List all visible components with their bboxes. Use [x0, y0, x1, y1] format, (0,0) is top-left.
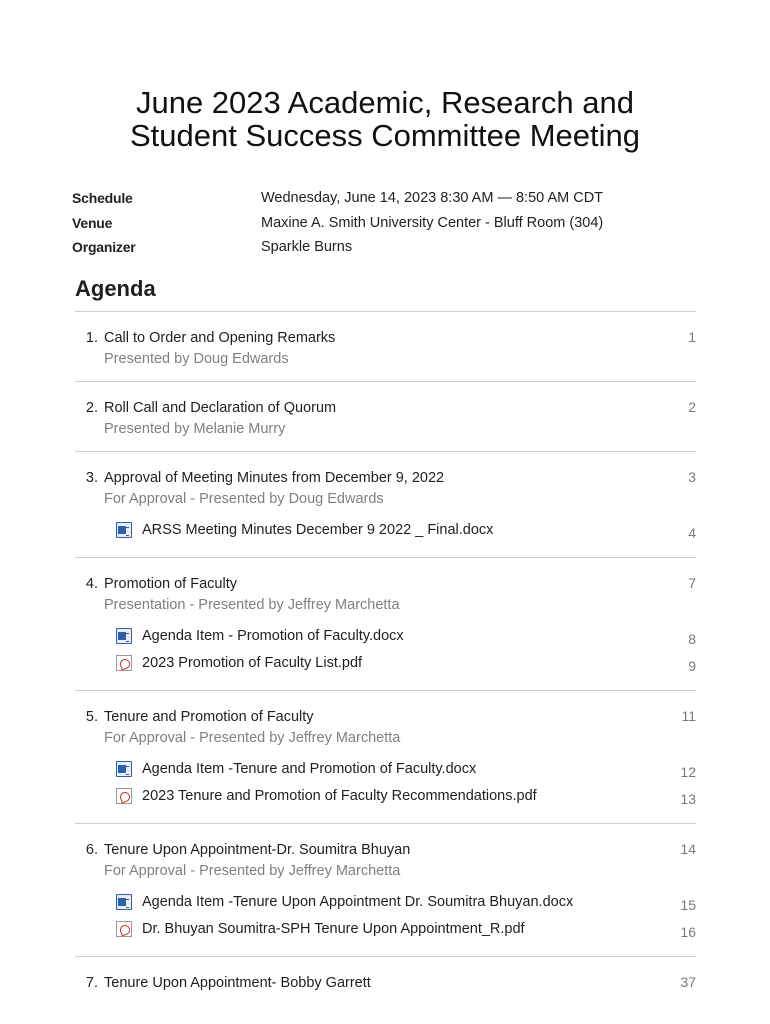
- attachment-item[interactable]: [75, 782, 696, 809]
- attachment-page-number[interactable]: 9: [688, 657, 696, 674]
- agenda-item-number: 3.: [85, 470, 98, 486]
- agenda-item-header: [75, 708, 696, 725]
- agenda-item-header: [75, 575, 696, 592]
- agenda-item-presenter: For Approval - Presented by Doug Edwards: [104, 491, 384, 507]
- pdf-file-icon: [116, 655, 132, 671]
- page-title: [0, 86, 770, 152]
- agenda-item-page-number[interactable]: 14: [680, 841, 696, 857]
- agenda-item: [75, 451, 696, 557]
- attachment-link[interactable]: 2023 Promotion of Faculty List.pdf: [142, 654, 363, 671]
- schedule-value: Wednesday, June 14, 2023 8:30 AM — 8:50 AM CDT: [261, 190, 604, 207]
- attachment-link[interactable]: Agenda Item - Promotion of Faculty.docx: [142, 627, 404, 644]
- agenda-item-page-number[interactable]: 1: [688, 329, 696, 345]
- agenda-item: [75, 381, 696, 451]
- attachment-page-number[interactable]: 15: [680, 896, 696, 913]
- agenda-item: [75, 956, 696, 1005]
- agenda-item: [75, 557, 696, 690]
- attachment-list: [75, 755, 696, 809]
- attachment-item[interactable]: [75, 888, 696, 915]
- agenda-item-header: [75, 329, 696, 346]
- agenda-item-header: [75, 469, 696, 486]
- agenda-item-header: [75, 841, 696, 858]
- agenda-item-title[interactable]: Call to Order and Opening Remarks: [104, 330, 336, 346]
- attachment-page-number[interactable]: 12: [680, 763, 696, 780]
- schedule-label: Schedule: [72, 190, 133, 207]
- doc-file-icon: [116, 761, 132, 777]
- attachment-item[interactable]: [75, 622, 696, 649]
- agenda-item-presenter: Presentation - Presented by Jeffrey Marchetta: [104, 597, 400, 613]
- doc-file-icon: [116, 628, 132, 644]
- agenda-item-title[interactable]: Tenure and Promotion of Faculty: [104, 709, 314, 725]
- agenda-item-number: 5.: [85, 709, 98, 725]
- agenda-item: [75, 823, 696, 956]
- attachment-list: [75, 888, 696, 942]
- agenda-item-page-number[interactable]: 7: [688, 575, 696, 591]
- agenda-item-header: [75, 399, 696, 416]
- attachment-list: [75, 516, 696, 543]
- attachment-item[interactable]: [75, 516, 696, 543]
- attachment-link[interactable]: ARSS Meeting Minutes December 9 2022 _ Final.docx: [142, 521, 494, 538]
- agenda-item-number: 2.: [85, 400, 98, 416]
- organizer-label: Organizer: [72, 239, 136, 256]
- attachment-item[interactable]: [75, 755, 696, 782]
- agenda-item-presenter: Presented by Doug Edwards: [104, 351, 289, 367]
- agenda-item-page-number[interactable]: 37: [680, 974, 696, 990]
- doc-file-icon: [116, 522, 132, 538]
- venue-row: [72, 211, 712, 236]
- attachment-item[interactable]: [75, 915, 696, 942]
- agenda-item-number: 1.: [85, 330, 98, 346]
- pdf-file-icon: [116, 788, 132, 804]
- attachment-link[interactable]: Dr. Bhuyan Soumitra-SPH Tenure Upon Appointment_R.pdf: [142, 920, 525, 937]
- attachment-page-number[interactable]: 13: [680, 790, 696, 807]
- agenda-heading: Agenda: [75, 276, 156, 301]
- meeting-details: [72, 186, 712, 260]
- agenda-item-number: 6.: [85, 842, 98, 858]
- title-line-1: June 2023 Academic, Research and: [135, 85, 635, 120]
- agenda-item-number: 7.: [85, 975, 98, 991]
- agenda-item-presenter: For Approval - Presented by Jeffrey Marchetta: [104, 730, 401, 746]
- venue-value: Maxine A. Smith University Center - Bluff Room (304): [261, 214, 604, 231]
- agenda-item: [75, 690, 696, 823]
- attachment-link[interactable]: 2023 Tenure and Promotion of Faculty Recommendations.pdf: [142, 787, 537, 804]
- agenda-item-title[interactable]: Approval of Meeting Minutes from December 9, 2022: [104, 470, 445, 486]
- attachment-link[interactable]: Agenda Item -Tenure and Promotion of Faculty.docx: [142, 760, 477, 777]
- attachment-list: [75, 622, 696, 676]
- agenda-item-title[interactable]: Tenure Upon Appointment- Bobby Garrett: [104, 975, 371, 991]
- attachment-item[interactable]: [75, 649, 696, 676]
- agenda-list: [75, 311, 696, 1005]
- pdf-file-icon: [116, 921, 132, 937]
- agenda-item-page-number[interactable]: 11: [681, 708, 696, 724]
- title-line-2: Student Success Committee Meeting: [129, 118, 641, 153]
- agenda-item-title[interactable]: Tenure Upon Appointment-Dr. Soumitra Bhuyan: [104, 842, 411, 858]
- agenda-item-number: 4.: [85, 576, 98, 592]
- agenda-item-presenter: For Approval - Presented by Jeffrey Marchetta: [104, 863, 401, 879]
- agenda-item-presenter: Presented by Melanie Murry: [104, 421, 286, 437]
- doc-file-icon: [116, 894, 132, 910]
- attachment-link[interactable]: Agenda Item -Tenure Upon Appointment Dr. Soumitra Bhuyan.docx: [142, 893, 574, 910]
- venue-label: Venue: [72, 214, 113, 231]
- schedule-row: [72, 186, 712, 211]
- agenda-item-page-number[interactable]: 2: [688, 399, 696, 415]
- agenda-item-header: [75, 974, 696, 991]
- organizer-row: [72, 235, 712, 260]
- agenda-item: [75, 311, 696, 381]
- organizer-value: Sparkle Burns: [261, 239, 353, 256]
- attachment-page-number[interactable]: 4: [688, 524, 696, 541]
- attachment-page-number[interactable]: 16: [680, 923, 696, 940]
- agenda-item-title[interactable]: Promotion of Faculty: [104, 576, 237, 592]
- agenda-item-page-number[interactable]: 3: [688, 469, 696, 485]
- agenda-item-title[interactable]: Roll Call and Declaration of Quorum: [104, 400, 337, 416]
- attachment-page-number[interactable]: 8: [688, 630, 696, 647]
